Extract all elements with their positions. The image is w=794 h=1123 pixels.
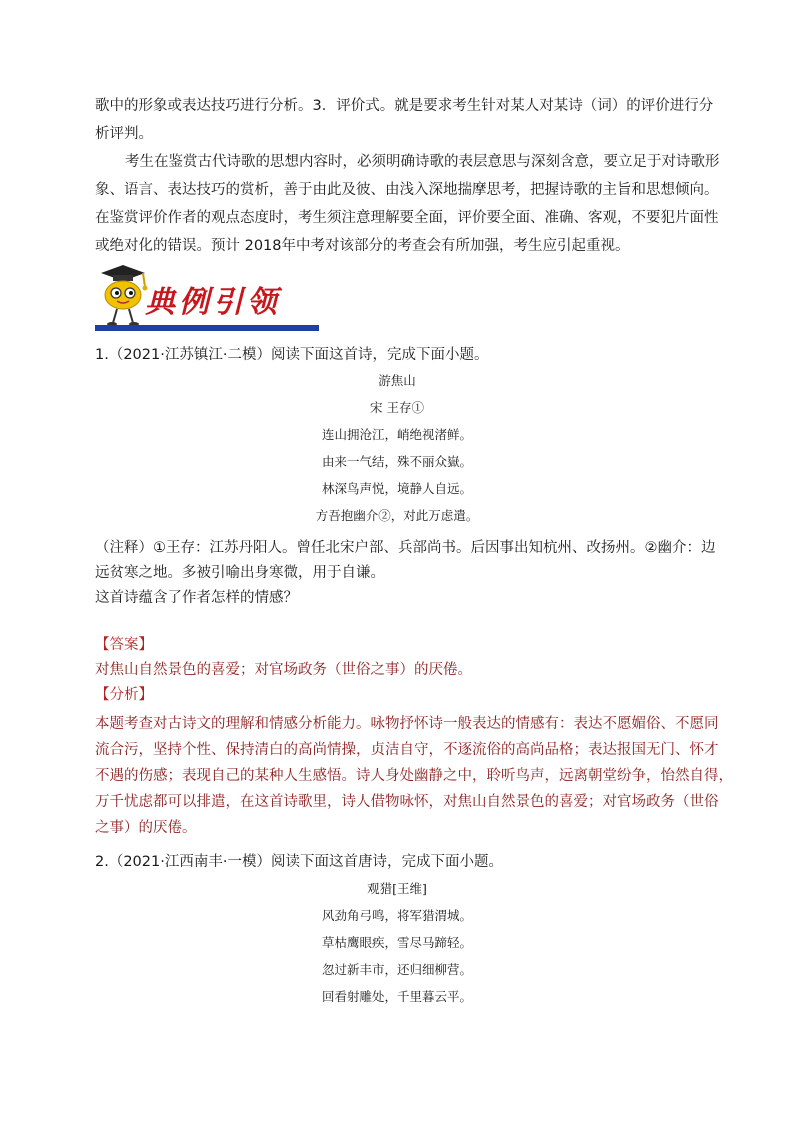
poem-author: 宋 王存① [370,400,424,415]
question-1-stem: 1.（2021·江苏镇江·二模）阅读下面这首诗，完成下面小题。 [95,347,489,363]
note-line: 远贫寒之地。多被引喻出身寒微，用于自谦。 [95,565,385,581]
intro-paragraph [95,92,714,148]
poem-1 [0,367,794,529]
analysis-line: 本题考查对古诗文的理解和情感分析能力。咏物抒怀诗一般表达的情感有：表达不愿媚俗、不愿同 [95,716,719,732]
intro-line: 或绝对化的错误。预计 2018年中考对该部分的考查会有所加强，考生应引起重视。 [95,238,630,254]
poem-line: 方吾抱幽介②，对此万虑遣。 [315,508,479,523]
analysis-line: 流合污，坚持个性、保持清白的高尚情操，贞洁自守，不逐流俗的高尚品格；表达报国无门、怀才 [95,742,719,758]
poem-line: 回看射雕处，千里暮云平。 [321,989,472,1004]
poem-line: 草枯鹰眼疾，雪尽马蹄轻。 [321,935,472,950]
intro-line: 歌中的形象或表达技巧进行分析。3．评价式。就是要求考生针对某人对某诗（词）的评价进行分 [95,98,714,114]
poem-line: 林深鸟声悦，境静人自远。 [321,481,472,496]
intro-paragraph-2 [95,148,720,260]
poem-title: 游焦山 [378,373,416,388]
banner-underline [95,325,319,331]
poem-2 [0,875,794,1010]
note-line: （注释）①王存：江苏丹阳人。曾任北宋户部、兵部尚书。后因事出知杭州、改扬州。②幽介：边 [95,540,716,556]
question-1-answer [95,633,705,708]
poem-line: 风劲角弓鸣，将军猎渭城。 [321,908,472,923]
poem-line: 忽过新丰市，还归细柳营。 [321,962,472,977]
poem-line: 由来一气结，殊不丽众嶽。 [321,454,472,469]
scholar-mascot-icon [95,263,151,329]
banner-title: 典例引领 [145,285,281,320]
question-1-notes [95,536,716,611]
question-1-analysis [95,711,733,841]
intro-line: 析评判。 [95,126,153,142]
intro-line: 象、语言、表达技巧的赏析，善于由此及彼、由浅入深地揣摩思考，把握诗歌的主旨和思想倾向。 [95,182,719,198]
analysis-line: 不遇的伤感；表现自己的某种人生感悟。诗人身处幽静之中，聆听鸟声，远离朝堂纷争，怡然自得， [95,768,733,784]
intro-line: 在鉴赏评价作者的观点态度时，考生须注意理解要全面，评价要全面、准确、客观，不要犯片面性 [95,210,719,226]
section-banner [95,263,321,333]
analysis-label: 【分析】 [95,687,153,703]
question-1-prompt: 这首诗蕴含了作者怎样的情感？ [95,590,298,606]
analysis-line: 之事）的厌倦。 [95,820,197,836]
poem-line: 连山拥沧江，峭绝视渚鲜。 [321,427,472,442]
question-2-stem: 2.（2021·江西南丰·一模）阅读下面这首唐诗，完成下面小题。 [95,854,503,870]
answer-label: 【答案】 [95,637,153,653]
analysis-line: 万千忧虑都可以排遣，在这首诗歌里，诗人借物咏怀，对焦山自然景色的喜爱；对官场政务（世俗 [95,794,719,810]
poem-title: 观猎[王维] [367,881,427,896]
intro-line: 考生在鉴赏古代诗歌的思想内容时，必须明确诗歌的表层意思与深刻含意，要立足于对诗歌形 [125,154,720,170]
answer-text: 对焦山自然景色的喜爱；对官场政务（世俗之事）的厌倦。 [95,662,472,678]
